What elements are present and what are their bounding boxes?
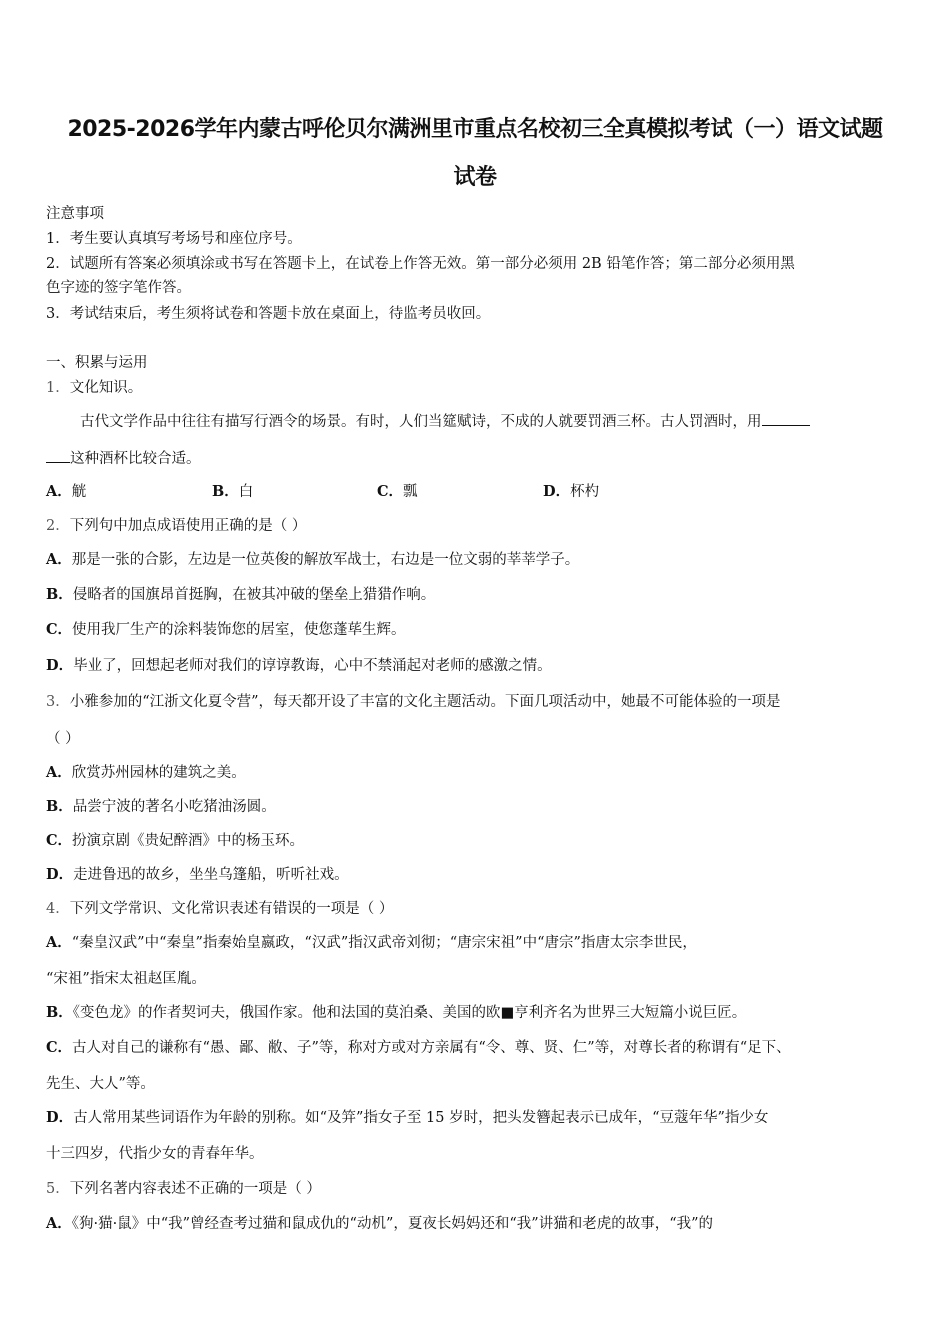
question-number: 1．: [46, 380, 70, 396]
passage-text: 这种酒杯比较合适。: [70, 451, 201, 467]
question-stem: 下列名著内容表述不正确的一项是（ ）: [69, 1181, 321, 1197]
question-stem: 小雅参加的“江浙文化夏令营”，每天都开设了丰富的文化主题活动。下面几项活动中，她最不可能体验的一项是: [69, 694, 781, 710]
passage-text: 古代文学作品中往往有描写行酒令的场景。有时，人们当筵赋诗，不成的人就要罚酒三杯。古人罚酒时，用: [80, 414, 762, 430]
notice-heading: 注意事项: [46, 206, 104, 222]
option-a: A．“秦皇汉武”中“秦皇”指秦始皇嬴政，“汉武”指汉武帝刘彻；“唐宗宋祖”中“唐宗”指唐太宗李世民，: [46, 934, 697, 951]
option-c-continued: 先生、大人”等。: [46, 1076, 155, 1092]
option-a: A．那是一张的合影，左边是一位英俊的解放军战士，右边是一位文弱的莘莘学子。: [46, 551, 580, 568]
option-b: B．白: [212, 483, 254, 500]
section-heading: 一、积累与运用: [46, 355, 148, 371]
notice-item: 2．试题所有答案必须填涂或书写在答题卡上，在试卷上作答无效。第一部分必须用 2B 铅笔作答；第二部分必须用黑: [46, 256, 795, 272]
option-b: B．品尝宁波的著名小吃猪油汤圆。: [46, 798, 276, 815]
option-c: C．古人对自己的谦称有“愚、鄙、敝、子”等，称对方或对方亲属有“令、尊、贤、仁”等，对尊长者的称谓有“足下、: [46, 1039, 791, 1056]
option-d-continued: 十三四岁，代指少女的青春年华。: [46, 1146, 264, 1162]
option-b: B．侵略者的国旗昂首挺胸，在被其冲破的堡垒上猎猎作响。: [46, 586, 436, 603]
exam-title-continued: 试卷: [453, 165, 497, 190]
option-c: C．瓢: [377, 483, 418, 500]
option-a: A．《狗·猫·鼠》中“我”曾经查考过猫和鼠成仇的“动机”，夏夜长妈妈还和“我”讲猫和老虎的故事，“我”的: [46, 1215, 714, 1232]
option-d: D．古人常用某些词语作为年龄的别称。如“及笄”指女子至 15 岁时，把头发簪起表示已成年，“豆蔻年华”指少女: [46, 1109, 769, 1126]
notice-item: 3．考试结束后，考生须将试卷和答题卡放在桌面上，待监考员收回。: [46, 306, 491, 322]
question-stem: 下列句中加点成语使用正确的是（ ）: [69, 518, 307, 534]
question-stem-continued: （ ）: [46, 731, 80, 747]
option-b: B．《变色龙》的作者契诃夫，俄国作家。他和法国的莫泊桑、美国的欧■亨利齐名为世界三大短篇小说巨匠。: [46, 1004, 747, 1021]
answer-blank: [46, 448, 70, 463]
question-number: 4．: [46, 901, 70, 917]
option-a: A．觥: [46, 483, 87, 500]
question-number: 2．: [46, 518, 70, 534]
option-a: A．欣赏苏州园林的建筑之美。: [46, 764, 246, 781]
notice-item: 色字迹的签字笔作答。: [46, 280, 191, 296]
option-a-continued: “宋祖”指宋太祖赵匡胤。: [46, 971, 206, 987]
notice-item: 1．考生要认真填写考场号和座位序号。: [46, 231, 302, 247]
option-d: D．毕业了，回想起老师对我们的谆谆教诲，心中不禁涌起对老师的感激之情。: [46, 657, 552, 674]
question-stem: 文化知识。: [69, 380, 143, 396]
exam-title: 2025-2026学年内蒙古呼伦贝尔满洲里市重点名校初三全真模拟考试（一）语文试题: [67, 117, 883, 142]
option-c: C．使用我厂生产的涂料装饰您的居室，使您蓬荜生辉。: [46, 621, 406, 638]
option-c: C．扮演京剧《贵妃醉酒》中的杨玉环。: [46, 832, 305, 849]
question-stem: 下列文学常识、文化常识表述有错误的一项是（ ）: [69, 901, 394, 917]
question-number: 5．: [46, 1181, 70, 1197]
answer-blank: [762, 411, 810, 426]
question-number: 3．: [46, 694, 70, 710]
option-d: D．走进鲁迅的故乡，坐坐乌篷船，听听社戏。: [46, 866, 349, 883]
option-d: D．杯杓: [543, 483, 600, 500]
